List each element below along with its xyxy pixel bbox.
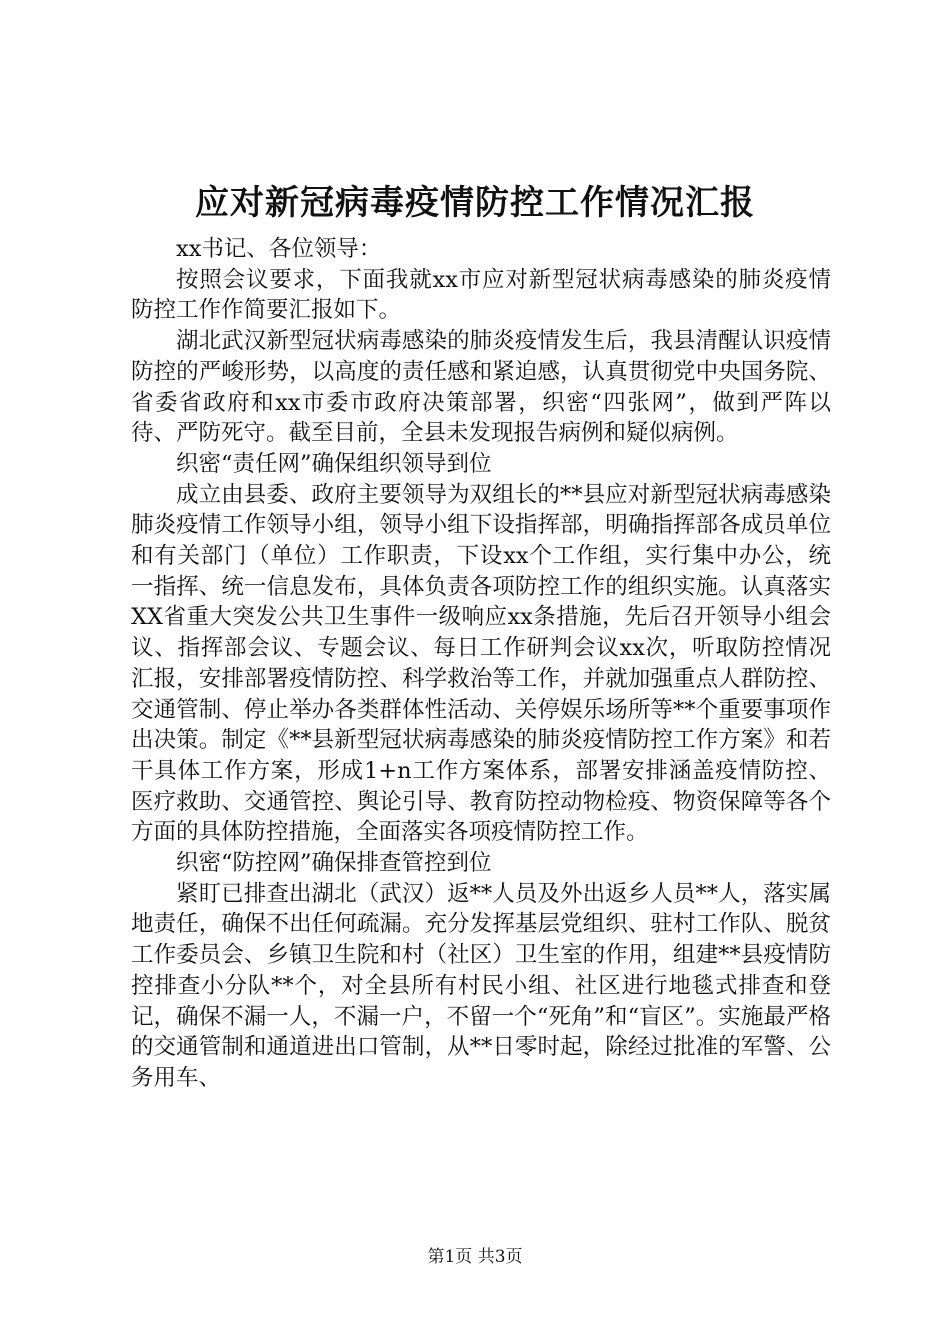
section-heading-prevention: 织密“防控网”确保排查管控到位: [176, 850, 492, 877]
document-body: [131, 234, 831, 1094]
page-footer: 第1页 共3页: [427, 1247, 523, 1267]
salutation-paragraph: xx书记、各位领导：: [176, 236, 382, 262]
responsibility-paragraph: 成立由县委、政府主要领导为双组长的**县应对新型冠状病毒感染肺炎疫情工作领导小组，领导小组下设指挥部，明确指挥部各成员单位和有关部门（单位）工作职责，下设xx个工作组，实行集中办公，统一指挥、统一信息发布，具体负责各项防控工作的组织实施。认真落实XX省重大突发公共卫生事件一级响应xx条措施，先后召开领导小组会议、指挥部会议、专题会议、每日工作研判会议xx次，听取防控情况汇报，安排部署疫情防控、科学救治等工作，并就加强重点人群防控、交通管制、停止举办各类群体性活动、关停娱乐场所等**个重要事项作出决策。制定《**县新型冠状病毒感染的肺炎疫情防控工作方案》和若干具体工作方案，形成1+n工作方案体系，部署安排涵盖疫情防控、医疗救助、交通管控、舆论引导、教育防控动物检疫、物资保障等各个方面的具体防控措施，全面落实各项疫情防控工作。: [131, 481, 831, 846]
background-paragraph: 湖北武汉新型冠状病毒感染的肺炎疫情发生后，我县清醒认识疫情防控的严峻形势，以高度的责任感和紧迫感，认真贯彻党中央国务院、省委省政府和xx市委市政府决策部署，织密“四张网”，做到严阵以待、严防死守。截至目前，全县未发现报告病例和疑似病例。: [131, 328, 831, 447]
intro-paragraph: 按照会议要求，下面我就xx市应对新型冠状病毒感染的肺炎疫情防控工作作简要汇报如下。: [131, 266, 831, 324]
prevention-paragraph: 紧盯已排查出湖北（武汉）返**人员及外出返乡人员**人，落实属地责任，确保不出任何疏漏。充分发挥基层党组织、驻村工作队、脱贫工作委员会、乡镇卫生院和村（社区）卫生室的作用，组建**县疫情防控排查小分队**个，对全县所有村民小组、社区进行地毯式排查和登记，确保不漏一人，不漏一户，不留一个“死角”和“盲区”。实施最严格的交通管制和通道进出口管制，从**日零时起，除经过批准的军警、公务用车、: [131, 880, 831, 1091]
section-heading-responsibility: 织密“责任网”确保组织领导到位: [176, 450, 492, 477]
document-title: 应对新冠病毒疫情防控工作情况汇报: [195, 183, 755, 223]
